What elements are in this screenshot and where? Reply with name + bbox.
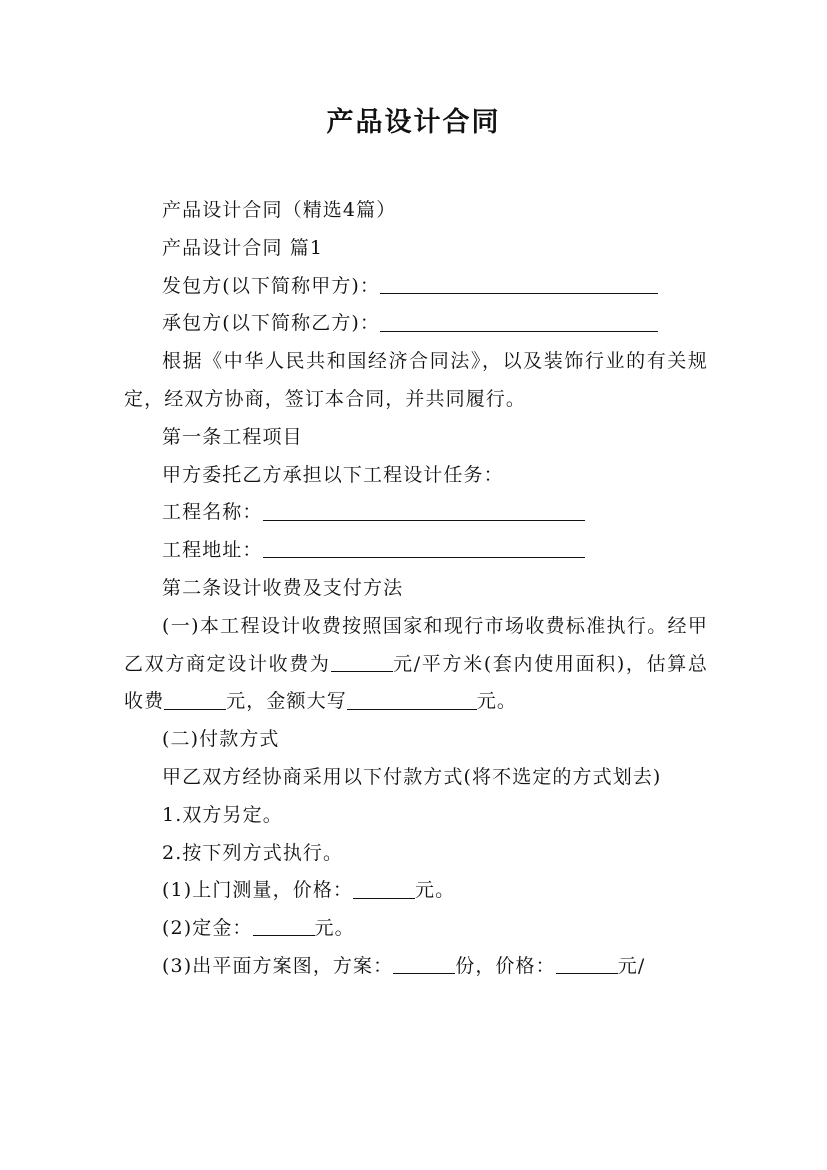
item-2-text-b: 元。 xyxy=(314,917,355,940)
subtitle-line: 产品设计合同（精选4篇） xyxy=(162,199,397,221)
fee-clause-text-b: 元/平方米(套内使用面积)，估算总收费 xyxy=(124,652,708,713)
item-3-price-blank xyxy=(556,954,618,974)
preamble-paragraph: 根据《中华人民共和国经济合同法》，以及装饰行业的有关规定，经双方协商，签订本合同，并共同履行。 xyxy=(124,350,708,410)
fee-total-blank xyxy=(164,690,226,710)
item-3-text-c: 元/ xyxy=(617,954,646,977)
article1-heading: 第一条工程项目 xyxy=(162,425,303,448)
item-3-line xyxy=(124,948,708,986)
part-heading: 产品设计合同 篇1 xyxy=(162,236,324,259)
item-1-blank xyxy=(353,879,415,899)
article1-intro: 甲方委托乙方承担以下工程设计任务： xyxy=(162,463,504,486)
item-1-line xyxy=(124,872,708,910)
project-address-label: 工程地址： xyxy=(162,539,263,562)
document-title: 产品设计合同 xyxy=(326,107,501,138)
article2-heading: 第二条设计收费及支付方法 xyxy=(162,576,404,599)
item-3-copies-blank xyxy=(393,954,455,974)
payment-heading: (二)付款方式 xyxy=(162,728,280,751)
item-3-text-a: (3)出平面方案图，方案： xyxy=(162,954,394,977)
document-body xyxy=(124,192,708,986)
project-address-line xyxy=(124,532,708,570)
payment-intro: 甲乙双方经协商采用以下付款方式(将不选定的方式划去) xyxy=(162,765,662,788)
project-name-line xyxy=(124,494,708,532)
party-a-blank xyxy=(380,274,658,294)
party-a-label: 发包方(以下简称甲方)： xyxy=(162,274,381,297)
party-b-line xyxy=(124,305,708,343)
project-address-blank xyxy=(263,538,585,558)
project-name-blank xyxy=(263,501,585,521)
party-b-blank xyxy=(380,312,658,332)
item-2-line xyxy=(124,910,708,948)
fee-amount-words-blank xyxy=(347,690,477,710)
party-a-line xyxy=(124,268,708,306)
fee-clause-paragraph xyxy=(124,608,708,721)
item-3-text-b: 份，价格： xyxy=(455,954,556,977)
item-1-text-a: (1)上门测量，价格： xyxy=(162,879,354,902)
item-2-blank xyxy=(253,916,315,936)
item-1-text-b: 元。 xyxy=(415,879,456,902)
option-2: 2.按下列方式执行。 xyxy=(162,841,344,864)
fee-rate-blank xyxy=(331,652,393,672)
fee-clause-text-d: 元。 xyxy=(476,690,518,713)
project-name-label: 工程名称： xyxy=(162,501,263,524)
fee-clause-text-c: 元，金额大写 xyxy=(226,690,347,713)
option-1: 1.双方另定。 xyxy=(162,803,283,826)
party-b-label: 承包方(以下简称乙方)： xyxy=(162,312,381,335)
fee-clause-text-a: (一)本工程设计收费按照国家和现行市场收费标准执行。经甲乙双方商定设计收费为 xyxy=(124,614,708,675)
item-2-text-a: (2)定金： xyxy=(162,917,253,940)
